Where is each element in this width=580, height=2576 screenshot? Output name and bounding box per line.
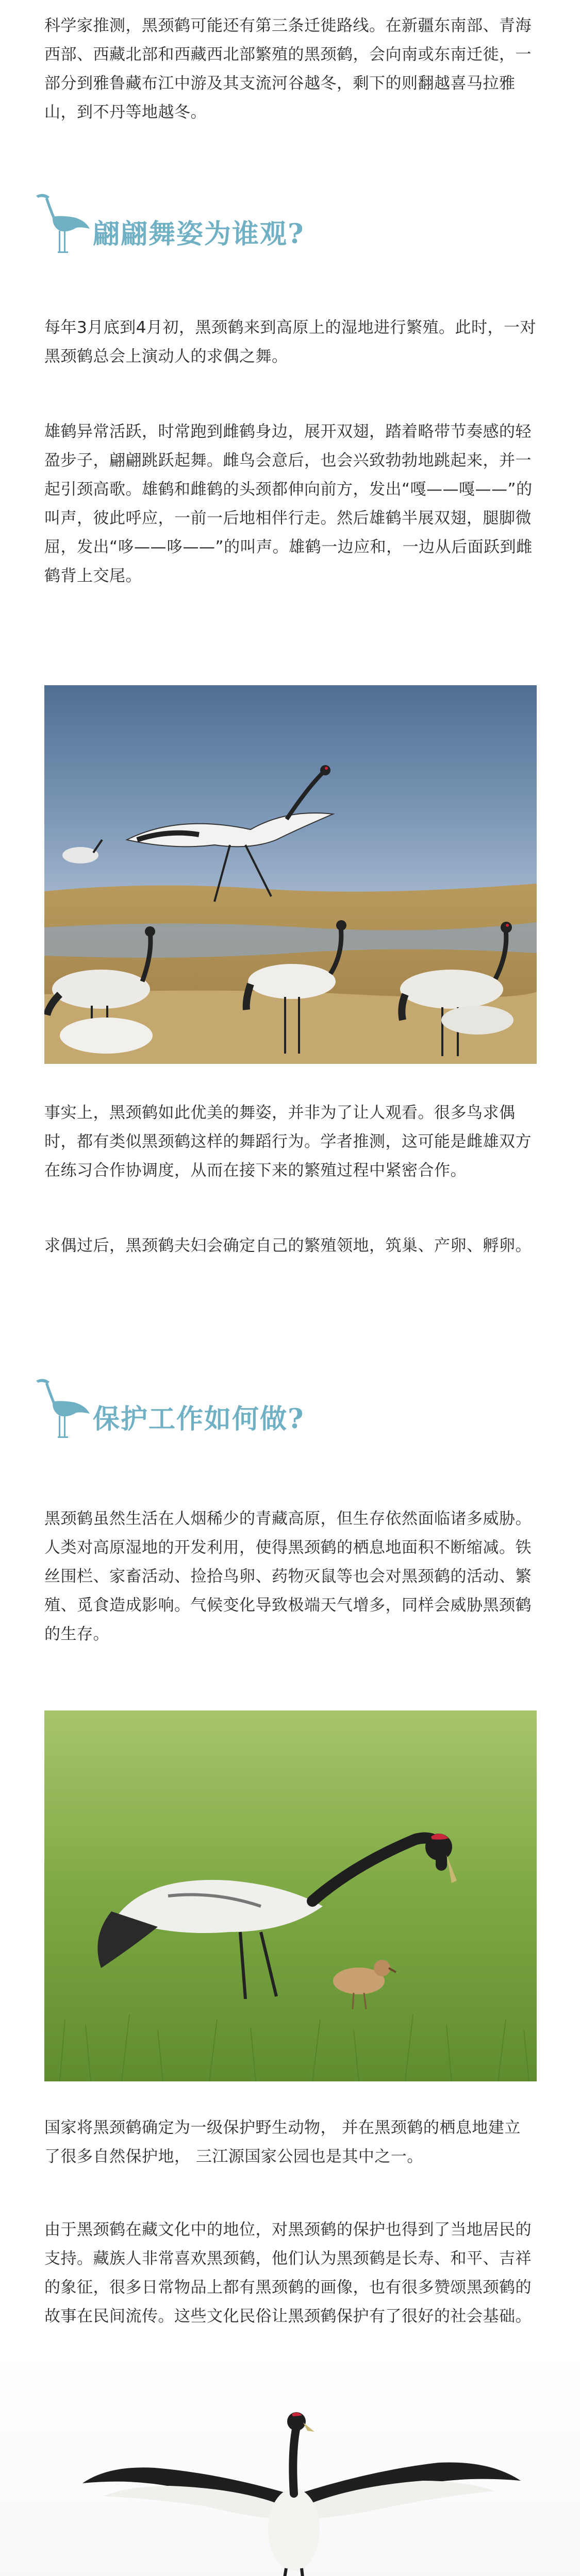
section-title-dance: 翩翩舞姿为谁观? <box>93 218 305 250</box>
section-title-protection: 保护工作如何做? <box>93 1403 305 1435</box>
paragraph-breeding-season: 每年3月底到4月初，黑颈鹤来到高原上的湿地进行繁殖。此时，一对黑颈鹤总会上演动人的求偶之舞。 <box>44 318 536 366</box>
paragraph-threats: 黑颈鹤虽然生活在人烟稀少的青藏高原，但生存依然面临诸多威胁。人类对高原湿地的开发利用，使得黑颈鹤的栖息地面积不断缩减。铁丝围栏、家畜活动、捡拾鸟卵、药物灭鼠等也会对黑颈鹤的活动、繁殖、觅食造成影响。气候变化导致极端天气增多，同样会威胁黑颈鹤的生存。 <box>44 1510 532 1643</box>
section-heading-protection <box>32 1370 496 1443</box>
section-heading-dance <box>32 185 496 258</box>
crane-icon <box>32 1370 94 1443</box>
crane-icon <box>32 185 94 258</box>
paragraph-migration: 科学家推测，黑颈鹤可能还有第三条迁徙路线。在新疆东南部、青海西部、西藏北部和西藏西北部繁殖的黑颈鹤，会向南或东南迁徙，一部分到雅鲁藏布江中游及其支流河谷越冬，剩下的则翻越喜马拉雅山，到不丹等地越冬。 <box>44 16 532 122</box>
paragraph-courtship-dance: 雄鹤异常活跃，时常跑到雌鹤身边，展开双翅，踏着略带节奏感的轻盈步子，翩翩跳跃起舞。雌鸟会意后，也会兴致勃勃地跳起来，并一起引颈高歌。雄鹤和雌鹤的头颈都伸向前方，发出“嘎——嘎——”的叫声，彼此呼应，一前一后地相伴行走。然后雄鹤半展双翅，腿脚微屈，发出“哆——哆——”的叫声。雄鹤一边应和，一边从后面跃到雌鹤背上交尾。 <box>44 422 533 585</box>
paragraph-national-protection: 国家将黑颈鹤确定为一级保护野生动物， 并在黑颈鹤的栖息地建立了很多自然保护地， 三江源国家公园也是其中之一。 <box>44 2119 521 2166</box>
paragraph-dance-purpose: 事实上，黑颈鹤如此优美的舞姿，并非为了让人观看。很多鸟求偶时，都有类似黑颈鹤这样的舞蹈行为。学者推测，这可能是雌雄双方在练习合作协调度，从而在接下来的繁殖过程中紧密合作。 <box>44 1104 532 1180</box>
photo-crane-with-chick <box>44 1710 537 2081</box>
photo-dancing-cranes <box>44 685 537 1064</box>
illustration-crane-mountains <box>0 2349 580 2576</box>
paragraph-after-courtship: 求偶过后，黑颈鹤夫妇会确定自己的繁殖领地，筑巢、产卵、孵卵。 <box>44 1236 532 1255</box>
paragraph-tibetan-culture: 由于黑颈鹤在藏文化中的地位，对黑颈鹤的保护也得到了当地居民的支持。藏族人非常喜欢黑颈鹤，他们认为黑颈鹤是长寿、和平、吉祥的象征，很多日常物品上都有黑颈鹤的画像，也有很多赞颂黑颈鹤的故事在民间流传。这些文化民俗让黑颈鹤保护有了很好的社会基础。 <box>44 2221 532 2326</box>
